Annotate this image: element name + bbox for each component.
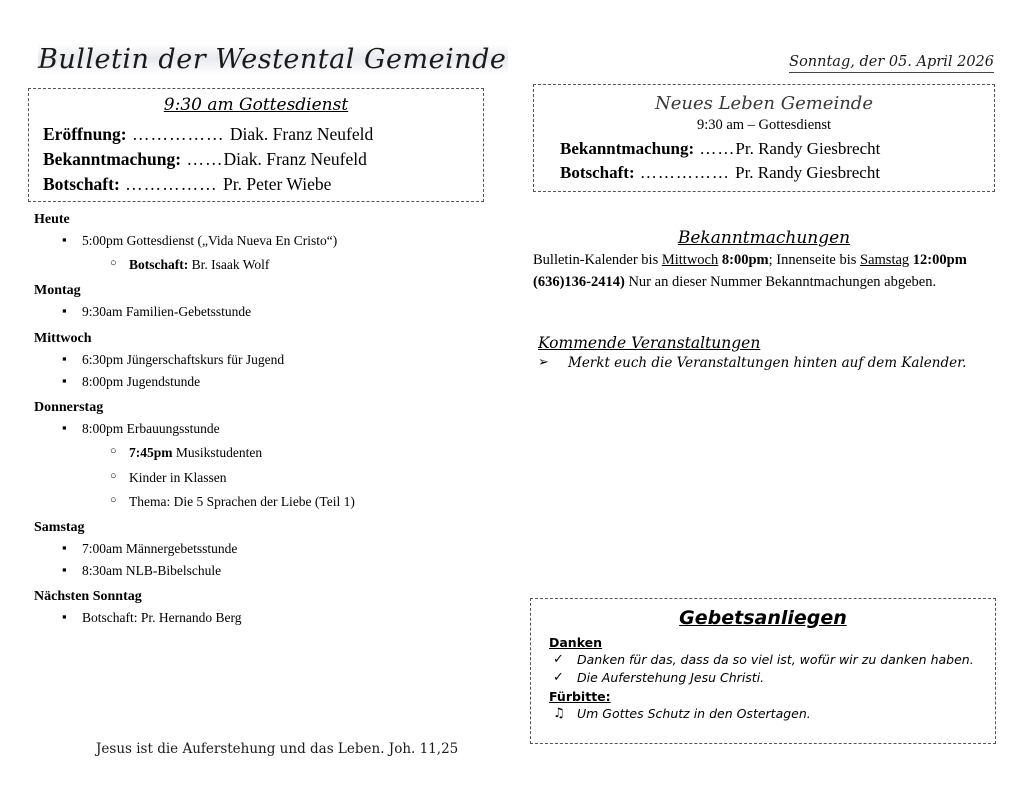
service-line-dots: …… [181,148,224,169]
schedule-item-text: 8:30am NLB-Bibelschule [82,563,222,579]
schedule-item [34,540,494,558]
events-title: Kommende Veranstaltungen [538,334,761,352]
schedule-item-text: Botschaft: Pr. Hernando Berg [82,610,242,626]
schedule-item [34,256,494,274]
service-line [546,137,982,161]
prayer-section-heading: Fürbitte: [549,688,611,704]
schedule-item-text: Kinder in Klassen [129,469,227,485]
schedule-item-text: 8:00pm Erbauungsstunde [82,421,220,437]
schedule-item [34,444,494,462]
schedule-item [34,373,494,391]
prayer-item-marker-icon: ✓ [553,652,564,667]
schedule-day-heading: Donnerstag [34,400,104,416]
schedule-item-text: 5:00pm Gottesdienst („Vida Nueva En Cristo“) [82,233,338,248]
prayer-item [543,652,983,668]
schedule-day-heading: Samstag [34,519,85,535]
neues-leben-subtitle: 9:30 am – Gottesdienst [696,117,832,133]
service-line [43,147,469,172]
service-line-dots: …………… [119,173,224,194]
bulletin-date: Sonntag, der 05. April 2026 [789,54,994,73]
schedule-item [34,420,494,438]
schedule-day-heading: Montag [34,283,81,299]
page-title: Bulletin der Westental Gemeinde [38,44,507,75]
service-line [43,122,469,147]
schedule-item-text: Br. Isaak Wolf [188,257,270,273]
prayer-section-list [543,635,983,722]
footer-verse: Jesus ist die Auferstehung und das Leben. Joh. 11,25 [96,741,459,757]
prayer-item-text: Die Auferstehung Jesu Christi. [577,670,765,686]
service-line-list [43,122,469,197]
events-item: ➢ Merkt euch die Veranstaltungen hinten auf dem Kalender. [538,355,988,371]
service-line-label: Botschaft: [560,163,635,183]
prayer-box [530,598,996,744]
service-line-label: Eröffnung: [43,124,127,144]
schedule-item-text: 6:30pm Jüngerschaftskurs für Jugend [82,351,285,367]
service-line-dots: …… [694,139,736,158]
prayer-item-marker-icon: ✓ [553,670,564,686]
service-line-dots: …………… [634,163,736,183]
schedule-item [34,469,494,487]
prayer-item-text: Danken für das, dass da so viel ist, wofür wir zu danken haben. [577,652,974,667]
schedule-item [34,562,494,580]
prayer-item [543,670,983,686]
schedule-day-heading: Nächsten Sonntag [34,589,142,605]
schedule-item-text: 7:00am Männergebetsstunde [82,540,238,556]
announcements-title: Bekanntmachungen [677,228,851,248]
schedule-item [34,232,494,250]
schedule-item [34,303,494,321]
announcements-body: Bulletin-Kalender bis Mittwoch 8:00pm; Innenseite bis Samstag 12:00pm (636)136-2414) Nur an dieser Nummer Bekanntmachungen abgeben. [533,252,967,290]
service-box [28,88,484,202]
prayer-item-marker-icon: ♫ [553,705,565,721]
service-line-value: Diak. Franz Neufeld [229,124,374,144]
schedule-item-emphasis: 7:45pm [129,445,173,461]
prayer-section-heading: Danken [549,635,603,650]
prayer-item [543,706,983,722]
service-line-label: Bekanntmachung: [43,148,182,169]
prayer-box-title: Gebetsanliegen [679,607,847,629]
service-line-label: Bekanntmachung: [560,139,695,158]
neues-leben-box [533,84,995,192]
schedule-item [34,351,494,369]
service-line [43,172,469,197]
service-box-title: 9:30 am Gottesdienst [163,95,349,115]
service-line-value: Pr. Randy Giesbrecht [735,139,881,158]
schedule-item-text: 8:00pm Jugendstunde [82,373,201,389]
neues-leben-title: Neues Leben Gemeinde [655,93,873,114]
schedule-item-text: 9:30am Familien-Gebetsstunde [82,304,252,320]
service-line-value: Pr. Randy Giesbrecht [735,163,881,183]
schedule-item-text: Thema: Die 5 Sprachen der Liebe (Teil 1) [129,493,355,509]
schedule-day-heading: Heute [34,212,70,227]
service-line-value: Diak. Franz Neufeld [223,148,367,169]
schedule-item [34,609,494,627]
service-line-label: Botschaft: [43,173,120,194]
neues-leben-line-list [546,137,982,185]
service-line-dots: …………… [126,124,230,144]
schedule-item-text: Musikstudenten [172,445,263,461]
service-line-value: Pr. Peter Wiebe [223,173,332,194]
weekly-schedule [34,212,494,632]
prayer-item-text: Um Gottes Schutz in den Ostertagen. [577,705,811,721]
schedule-item [34,493,494,511]
schedule-day-heading: Mittwoch [34,330,92,346]
schedule-item-emphasis: Botschaft: [129,257,189,273]
service-line [546,161,982,185]
